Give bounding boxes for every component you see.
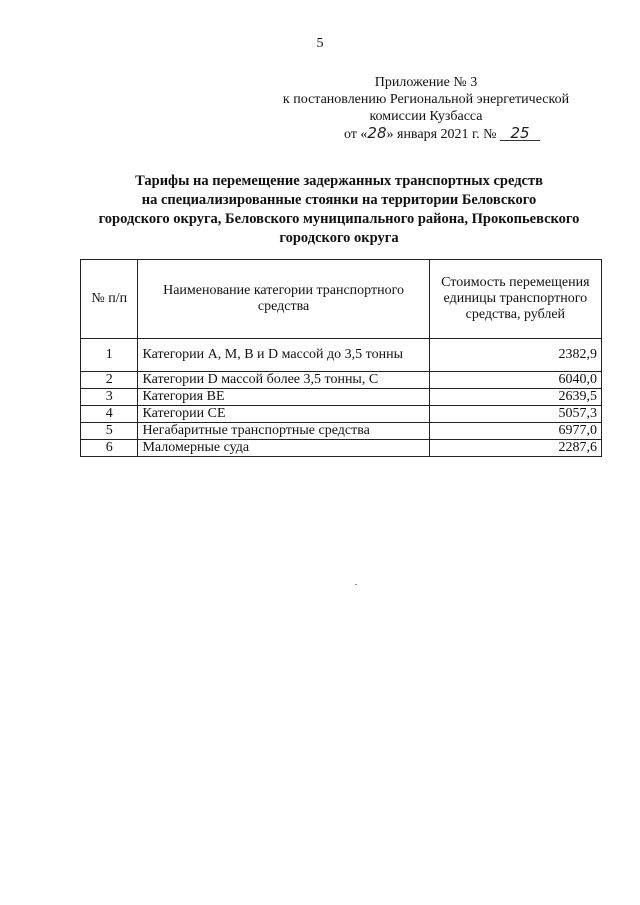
tariffs-table xyxy=(80,259,602,457)
appendix-line-2: к постановлению Региональной энергетической xyxy=(282,92,570,107)
header-num: № п/п xyxy=(81,260,138,339)
cell-name: Категории CE xyxy=(138,406,429,423)
header-name: Наименование категории транспортного средства xyxy=(138,260,429,339)
table-row xyxy=(81,440,602,457)
cell-num: 6 xyxy=(81,440,138,457)
title-line-2: на специализированные стоянки на территории Беловского xyxy=(141,192,537,208)
cell-num: 4 xyxy=(81,406,138,423)
cell-name: Категории A, M, B и D массой до 3,5 тонны xyxy=(138,339,429,372)
cell-num: 2 xyxy=(81,372,138,389)
appendix-line-3: комиссии Кузбасса xyxy=(369,109,483,124)
scan-speck xyxy=(355,584,357,585)
table-header-row xyxy=(81,260,602,339)
cell-num: 5 xyxy=(81,423,138,440)
cell-name: Категории D массой более 3,5 тонны, C xyxy=(138,372,429,389)
appendix-line-1: Приложение № 3 xyxy=(374,75,478,90)
date-prefix: от « xyxy=(343,127,368,142)
table-row xyxy=(81,423,602,440)
cell-num: 3 xyxy=(81,389,138,406)
table-row xyxy=(81,339,602,372)
cell-name: Маломерные суда xyxy=(138,440,429,457)
appendix-date-line xyxy=(284,125,600,143)
cell-price: 2287,6 xyxy=(429,440,601,457)
cell-price: 5057,3 xyxy=(429,406,601,423)
cell-num: 1 xyxy=(81,339,138,372)
cell-name: Негабаритные транспортные средства xyxy=(138,423,429,440)
document-title xyxy=(86,172,592,248)
title-line-1: Тарифы на перемещение задержанных транспортных средств xyxy=(135,173,543,189)
cell-name: Категория BE xyxy=(138,389,429,406)
title-line-3: городского округа, Беловского муниципального района, Прокопьевского xyxy=(98,211,580,227)
cell-price: 2382,9 xyxy=(429,339,601,372)
cell-price: 2639,5 xyxy=(429,389,601,406)
header-price: Стоимость перемещения единицы транспортного средства, рублей xyxy=(429,260,601,339)
table-row xyxy=(81,389,602,406)
title-line-4: городского округа xyxy=(279,230,399,246)
handwritten-doc-number: 25 xyxy=(500,126,540,141)
cell-price: 6040,0 xyxy=(429,372,601,389)
handwritten-day: 28 xyxy=(367,124,387,142)
page-number: 5 xyxy=(316,36,324,51)
table-row xyxy=(81,406,602,423)
date-mid: » января 2021 г. № xyxy=(386,127,497,142)
table-row xyxy=(81,372,602,389)
cell-price: 6977,0 xyxy=(429,423,601,440)
appendix-header xyxy=(268,74,584,143)
